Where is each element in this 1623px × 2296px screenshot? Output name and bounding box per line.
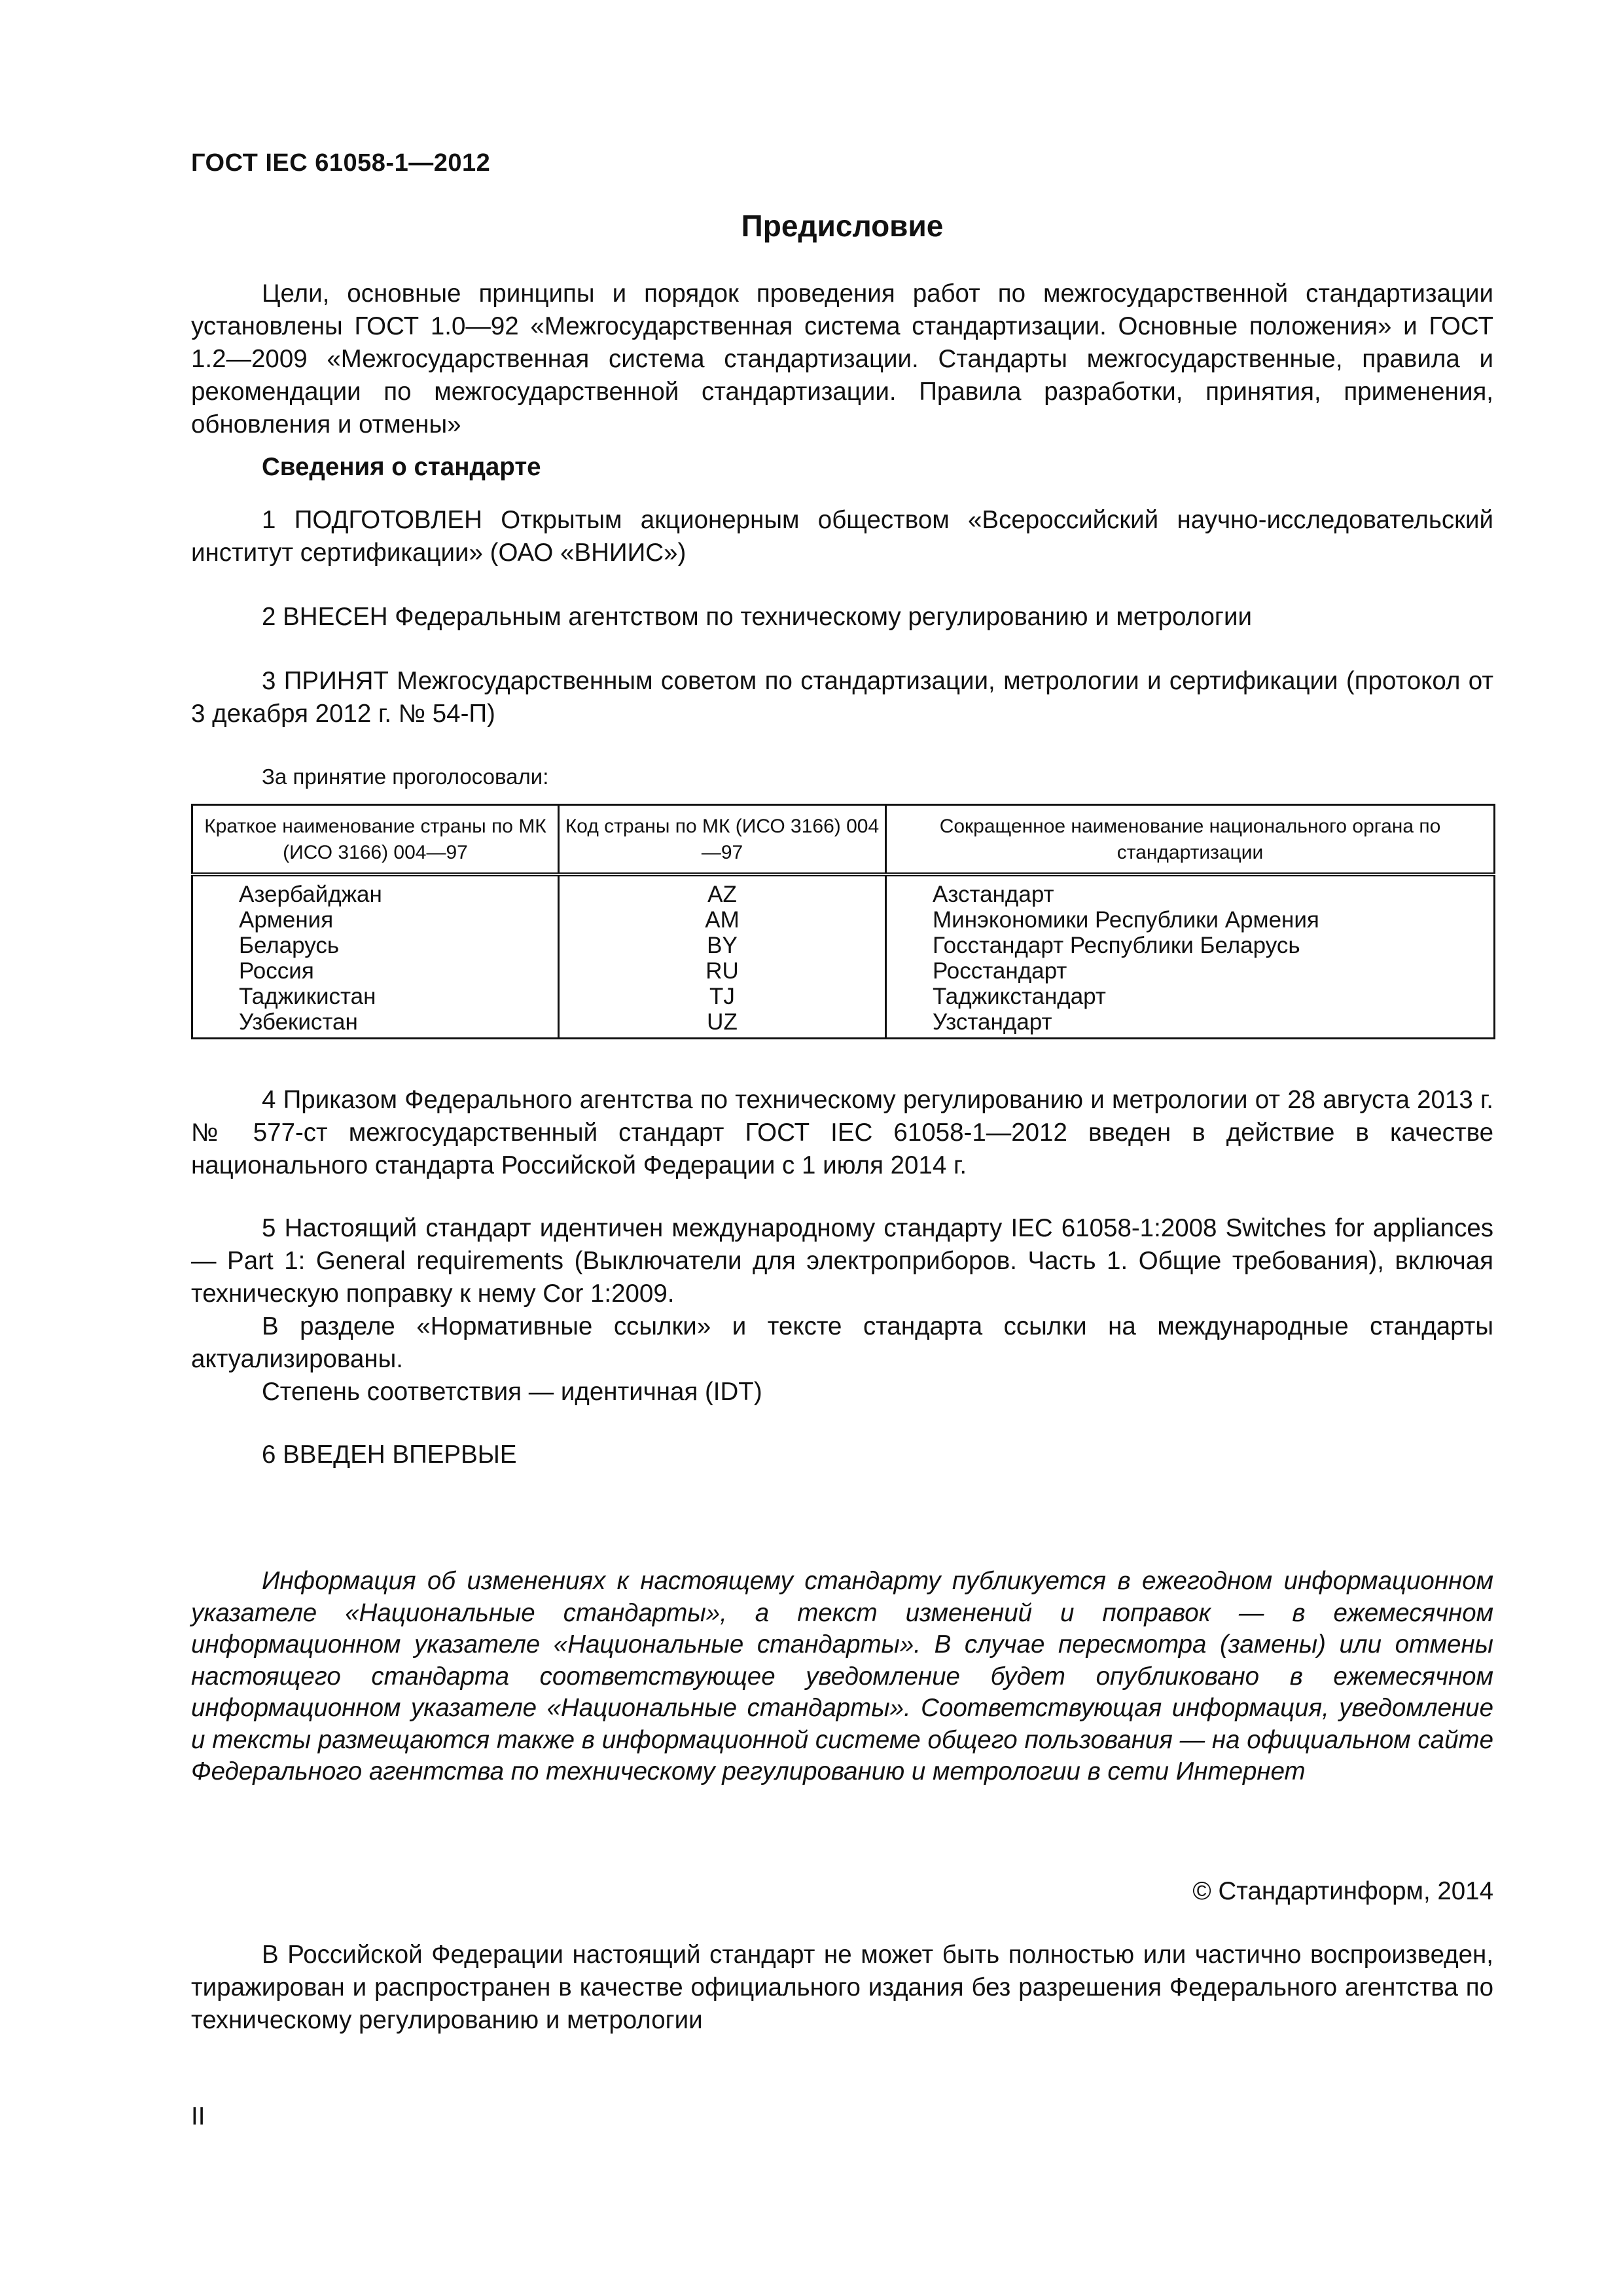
item-6-first-introduced: 6 ВВЕДЕН ВПЕРВЫЕ xyxy=(262,1441,517,1469)
country-code: BY xyxy=(559,933,886,958)
item-5-identity: 5 Настоящий стандарт идентичен международному стандарту IEC 61058-1:2008 Switches for appliances — Part 1: General requirements (Выключатели для электроприборов. Часть 1. Общие требования), включая техническую поправку к нему Cor 1:2009. xyxy=(191,1214,1493,1308)
document-code: ГОСТ IEC 61058-1—2012 xyxy=(191,149,491,177)
national-body: Азстандарт xyxy=(886,874,1495,907)
info-notice: Информация об изменениях к настоящему стандарту публикуется в ежегодном информационном указателе «Национальные стандарты», а текст изменений и поправок — в ежемесячном информационном указателе «Национальные стандарты». В случае пересмотра (замены) или отмены настоящего стандарта соответствующее уведомление будет опубликовано в ежемесячном информационном указателе «Национальные стандарты». Соответствующая информация, уведомление и тексты размещаются также в информационной системе общего пользования — на официальном сайте Федерального агентства по техническому регулированию и метрологии в сети Интернет xyxy=(191,1567,1493,1785)
copyright-line: © Стандартинформ, 2014 xyxy=(1192,1877,1493,1905)
votes-caption: За принятие проголосовали: xyxy=(262,764,549,789)
item-5-references: В разделе «Нормативные ссылки» и тексте стандарта ссылки на международные стандарты актуализированы. xyxy=(191,1312,1493,1373)
country-code: AM xyxy=(559,907,886,933)
votes-table-header-row xyxy=(192,805,1495,875)
country-name: Армения xyxy=(192,907,559,933)
document-page xyxy=(191,0,1493,2296)
national-body: Узстандарт xyxy=(886,1009,1495,1039)
header-national-body: Сокращенное наименование национального органа по стандартизации xyxy=(886,805,1495,875)
country-name: Азербайджан xyxy=(192,874,559,907)
national-body: Росстандарт xyxy=(886,958,1495,984)
item-1-prepared: 1 ПОДГОТОВЛЕН Открытым акционерным обществом «Всероссийский научно-исследовательский институт сертификации» (ОАО «ВНИИС») xyxy=(191,506,1493,567)
votes-table xyxy=(191,804,1495,1039)
table-row xyxy=(192,984,1495,1009)
table-row xyxy=(192,1009,1495,1039)
national-body: Таджикстандарт xyxy=(886,984,1495,1009)
country-code: RU xyxy=(559,958,886,984)
national-body: Госстандарт Республики Беларусь xyxy=(886,933,1495,958)
country-name: Россия xyxy=(192,958,559,984)
country-code: TJ xyxy=(559,984,886,1009)
country-code: AZ xyxy=(559,874,886,907)
section-heading: Сведения о стандарте xyxy=(262,453,541,481)
page-title: Предисловие xyxy=(741,209,944,243)
header-country-code: Код страны по МК (ИСО 3166) 004—97 xyxy=(559,805,886,875)
country-code: UZ xyxy=(559,1009,886,1039)
item-5-degree: Степень соответствия — идентичная (IDT) xyxy=(262,1378,762,1406)
item-3-adopted: 3 ПРИНЯТ Межгосударственным советом по стандартизации, метрологии и сертификации (протокол от 3 декабря 2012 г. № 54-П) xyxy=(191,667,1493,728)
table-row xyxy=(192,907,1495,933)
country-name: Беларусь xyxy=(192,933,559,958)
item-2-submitted: 2 ВНЕСЕН Федеральным агентством по техническому регулированию и метрологии xyxy=(262,603,1252,631)
country-name: Узбекистан xyxy=(192,1009,559,1039)
item-4-order: 4 Приказом Федерального агентства по техническому регулированию и метрологии от 28 августа 2013 г. № 577-ст межгосударственный стандарт ГОСТ IEC 61058-1—2012 введен в действие в качестве национального стандарта Российской Федерации с 1 июля 2014 г. xyxy=(191,1086,1493,1179)
table-row xyxy=(192,958,1495,984)
header-country-name: Краткое наименование страны по МК (ИСО 3166) 004—97 xyxy=(192,805,559,875)
table-row xyxy=(192,874,1495,907)
intro-paragraph: Цели, основные принципы и порядок проведения работ по межгосударственной стандартизации установлены ГОСТ 1.0—92 «Межгосударственная система стандартизации. Основные положения» и ГОСТ 1.2—2009 «Межгосударственная система стандартизации. Стандарты межгосударственные, правила и рекомендации по межгосударственной стандартизации. Правила разработки, принятия, применения, обновления и отмены» xyxy=(191,279,1493,439)
national-body: Минэкономики Республики Армения xyxy=(886,907,1495,933)
country-name: Таджикистан xyxy=(192,984,559,1009)
reproduction-notice: В Российской Федерации настоящий стандарт не может быть полностью или частично воспроизведен, тиражирован и распространен в качестве официального издания без разрешения Федерального агентства по техническому регулированию и метрологии xyxy=(191,1941,1493,2034)
page-number: II xyxy=(191,2102,205,2130)
table-row xyxy=(192,933,1495,958)
